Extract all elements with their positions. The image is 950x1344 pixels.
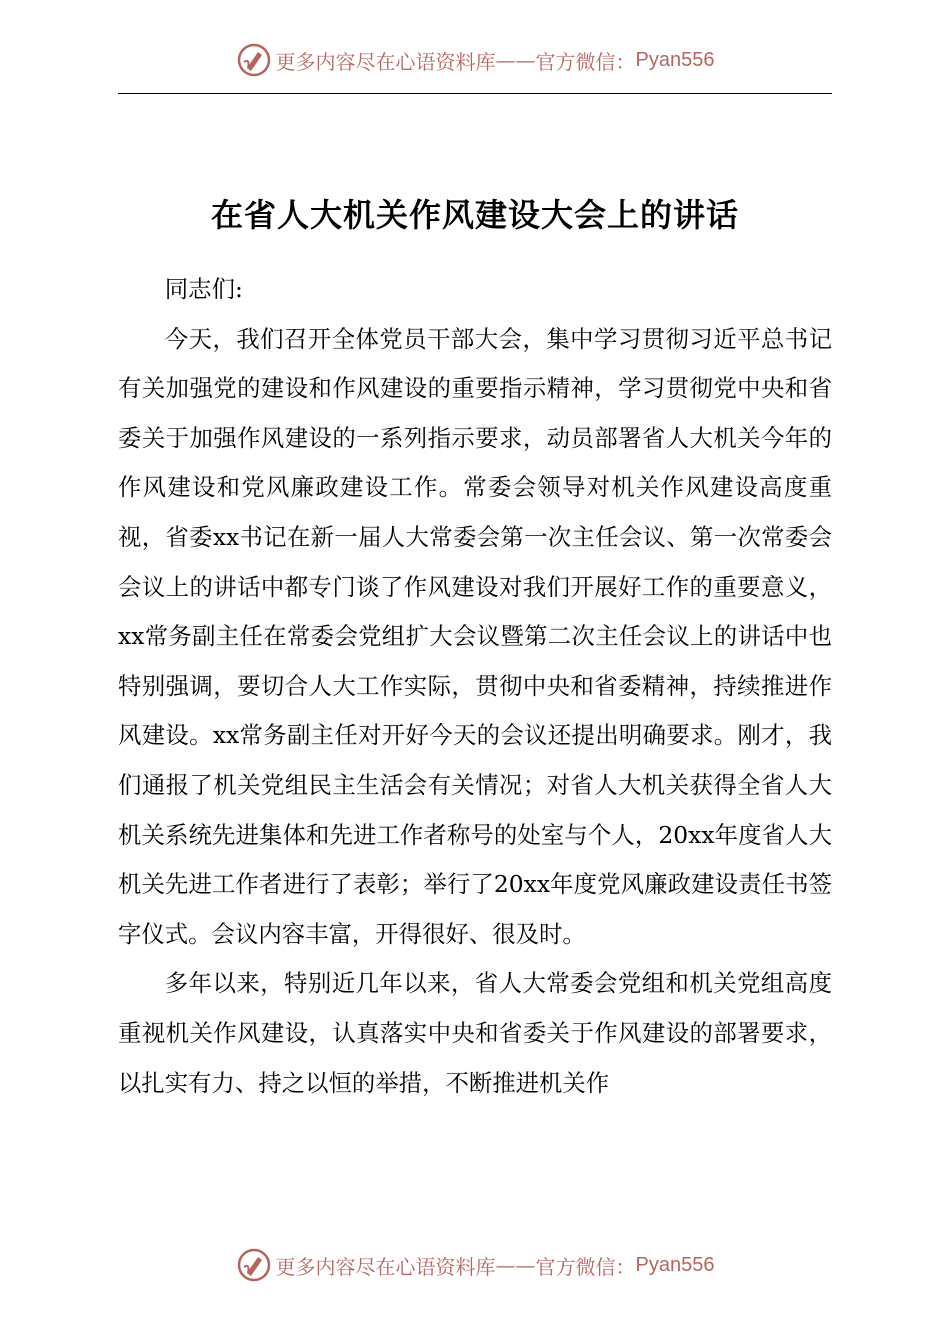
header-wechat-id: Pyan556	[635, 48, 715, 71]
body-paragraph: 多年以来，特别近几年以来，省人大常委会党组和机关党组高度重视机关作风建设，认真落实中央和省委关于作风建设的部署要求，以扎实有力、持之以恒的举措，不断推进机关作	[118, 969, 832, 1097]
header-divider	[118, 93, 832, 94]
document-body	[118, 265, 832, 1108]
document-title: 在省人大机关作风建设大会上的讲话	[210, 196, 739, 234]
header-separator: ——	[495, 48, 536, 72]
pen-nib-logo-icon	[236, 42, 272, 78]
salutation: 同志们:	[164, 275, 243, 303]
header-site-text: 更多内容尽在心语资料库	[275, 49, 496, 74]
footer-wechat-label: 官方微信：	[535, 1254, 636, 1279]
header-wechat-label: 官方微信：	[535, 49, 636, 74]
body-paragraph: 今天，我们召开全体党员干部大会，集中学习贯彻习近平总书记有关加强党的建设和作风建设的重要指示精神，学习贯彻党中央和省委关于加强作风建设的一系列指示要求，动员部署省人大机关今年的作风建设和党风廉政建设工作。常委会领导对机关作风建设高度重视，省委xx书记在新一届人大常委会第一次主任会议、第一次常委会会议上的讲话中都专门谈了作风建设对我们开展好工作的重要意义，xx常务副主任在常委会党组扩大会议暨第二次主任会议上的讲话中也特别强调，要切合人大工作实际，贯彻中央和省委精神，持续推进作风建设。xx常务副主任对开好今天的会议还提出明确要求。刚才，我们通报了机关党组民主生活会有关情况；对省人大机关获得全省人大机关系统先进集体和先进工作者称号的处室与个人，20xx年度省人大机关先进工作者进行了表彰；举行了20xx年度党风廉政建设责任书签字仪式。会议内容丰富，开得很好、很及时。	[118, 324, 832, 948]
page-footer-watermark	[0, 1245, 950, 1285]
pen-nib-logo-icon	[236, 1247, 272, 1283]
footer-separator: ——	[495, 1253, 536, 1277]
footer-site-text: 更多内容尽在心语资料库	[275, 1254, 496, 1279]
page-header-watermark	[0, 40, 950, 80]
footer-wechat-id: Pyan556	[635, 1253, 715, 1276]
